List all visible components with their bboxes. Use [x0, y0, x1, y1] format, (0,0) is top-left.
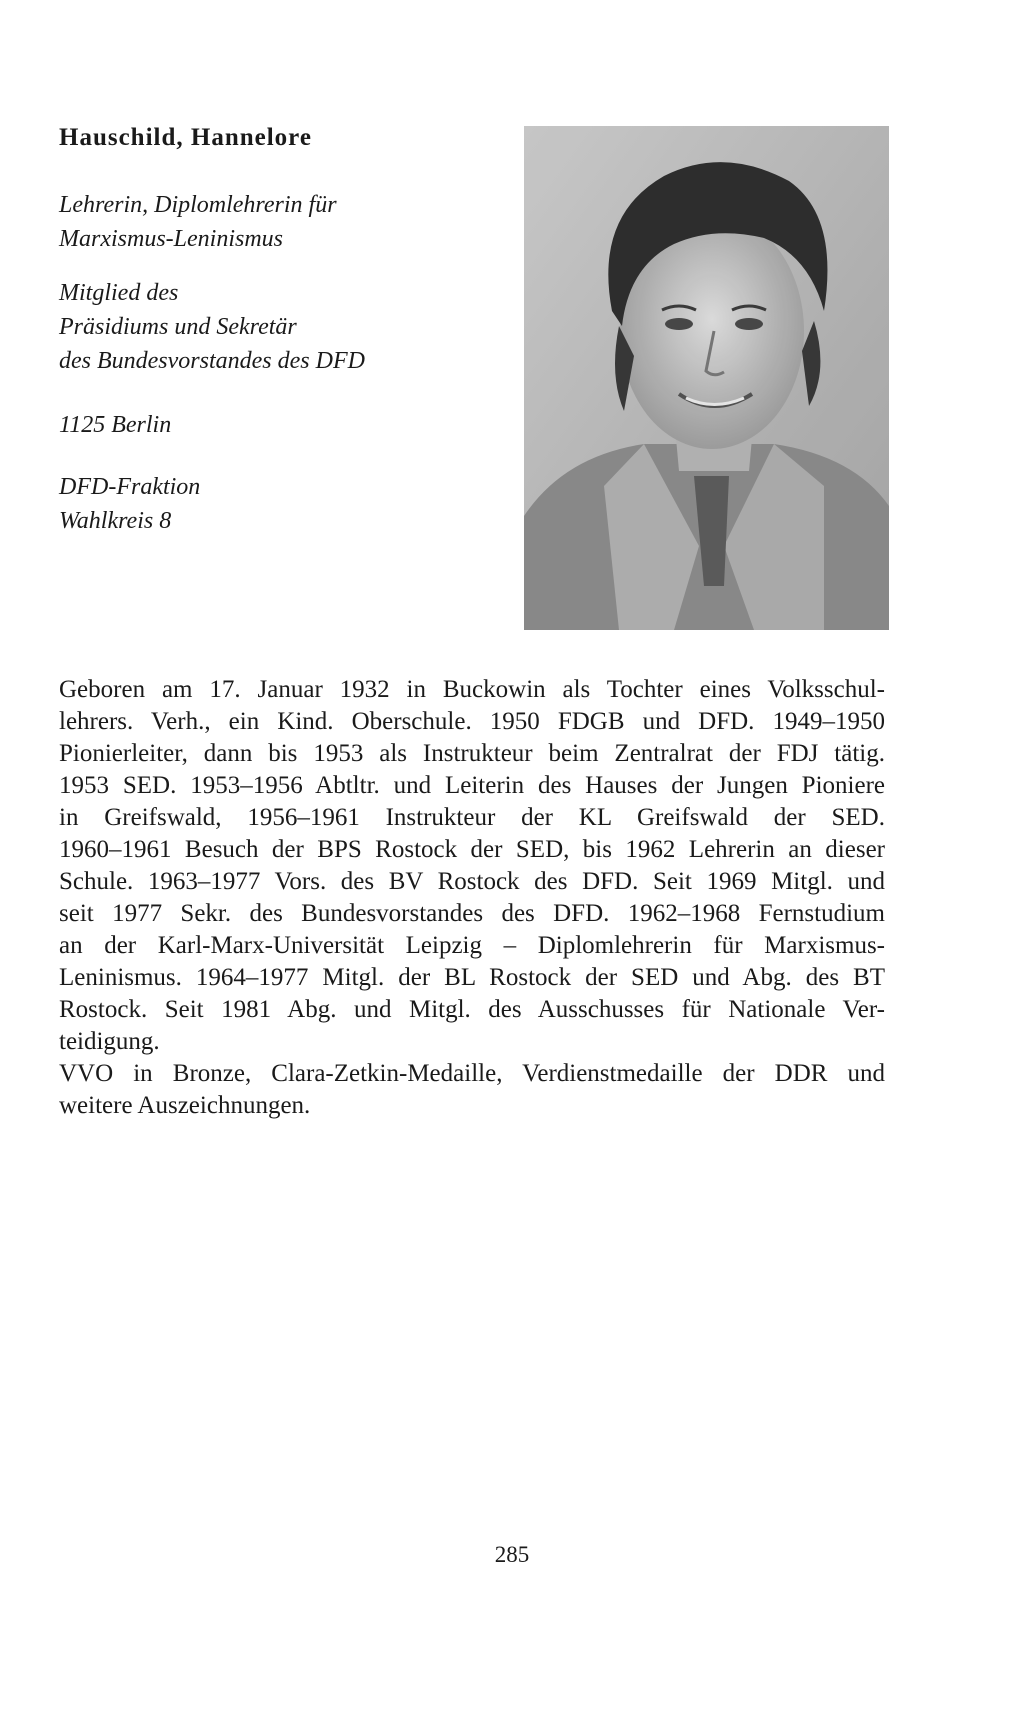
awards-line: weitere Auszeichnungen. [59, 1092, 311, 1119]
function [59, 276, 499, 378]
biography-line: lehrers. Verh., ein Kind. Oberschule. 1950 FDGB und DFD. 1949–1950 [59, 708, 885, 735]
biography-line: Pionierleiter, dann bis 1953 als Instrukteur beim Zentralrat der FDJ tätig. [59, 740, 885, 767]
profession-line: Lehrerin, Diplomlehrerin für [59, 192, 337, 218]
profession-line: Marxismus-Leninismus [59, 226, 284, 252]
faction-line: DFD-Fraktion [59, 474, 201, 500]
biography-line: an der Karl-Marx-Universität Leipzig – Diplomlehrerin für Marxismus- [59, 932, 885, 959]
faction [59, 470, 499, 538]
awards-line: VVO in Bronze, Clara-Zetkin-Medaille, Verdienstmedaille der DDR und [59, 1060, 885, 1087]
location [59, 408, 499, 442]
biography-line: teidigung. [59, 1028, 160, 1055]
biography-line: Rostock. Seit 1981 Abg. und Mitgl. des Ausschusses für Nationale Ver- [59, 996, 885, 1023]
profession [59, 188, 499, 256]
biography-line: 1953 SED. 1953–1956 Abtltr. und Leiterin des Hauses der Jungen Pioniere [59, 772, 885, 799]
biography-line: seit 1977 Sekr. des Bundesvorstandes des DFD. 1962–1968 Fernstudium [59, 900, 885, 927]
biography-line: in Greifswald, 1956–1961 Instrukteur der KL Greifswald der SED. [59, 804, 885, 831]
biography-line: Leninismus. 1964–1977 Mitgl. der BL Rostock der SED und Abg. des BT [59, 964, 885, 991]
function-line: Präsidiums und Sekretär [59, 314, 297, 340]
biography-line: Schule. 1963–1977 Vors. des BV Rostock des DFD. Seit 1969 Mitgl. und [59, 868, 885, 895]
function-line: des Bundesvorstandes des DFD [59, 348, 365, 374]
portrait-illustration [524, 126, 889, 630]
biography-line: 1960–1961 Besuch der BPS Rostock der SED, bis 1962 Lehrerin an dieser [59, 836, 885, 863]
page-number: 285 [494, 1542, 530, 1567]
person-name: Hauschild, Hannelore [59, 124, 312, 151]
faction-line: Wahlkreis 8 [59, 508, 172, 534]
function-line: Mitglied des [59, 280, 179, 306]
portrait-photo [524, 126, 889, 630]
biography-line: Geboren am 17. Januar 1932 in Buckowin als Tochter eines Volksschul- [59, 676, 885, 703]
biography-text [59, 674, 885, 1122]
location-line: 1125 Berlin [59, 412, 172, 438]
